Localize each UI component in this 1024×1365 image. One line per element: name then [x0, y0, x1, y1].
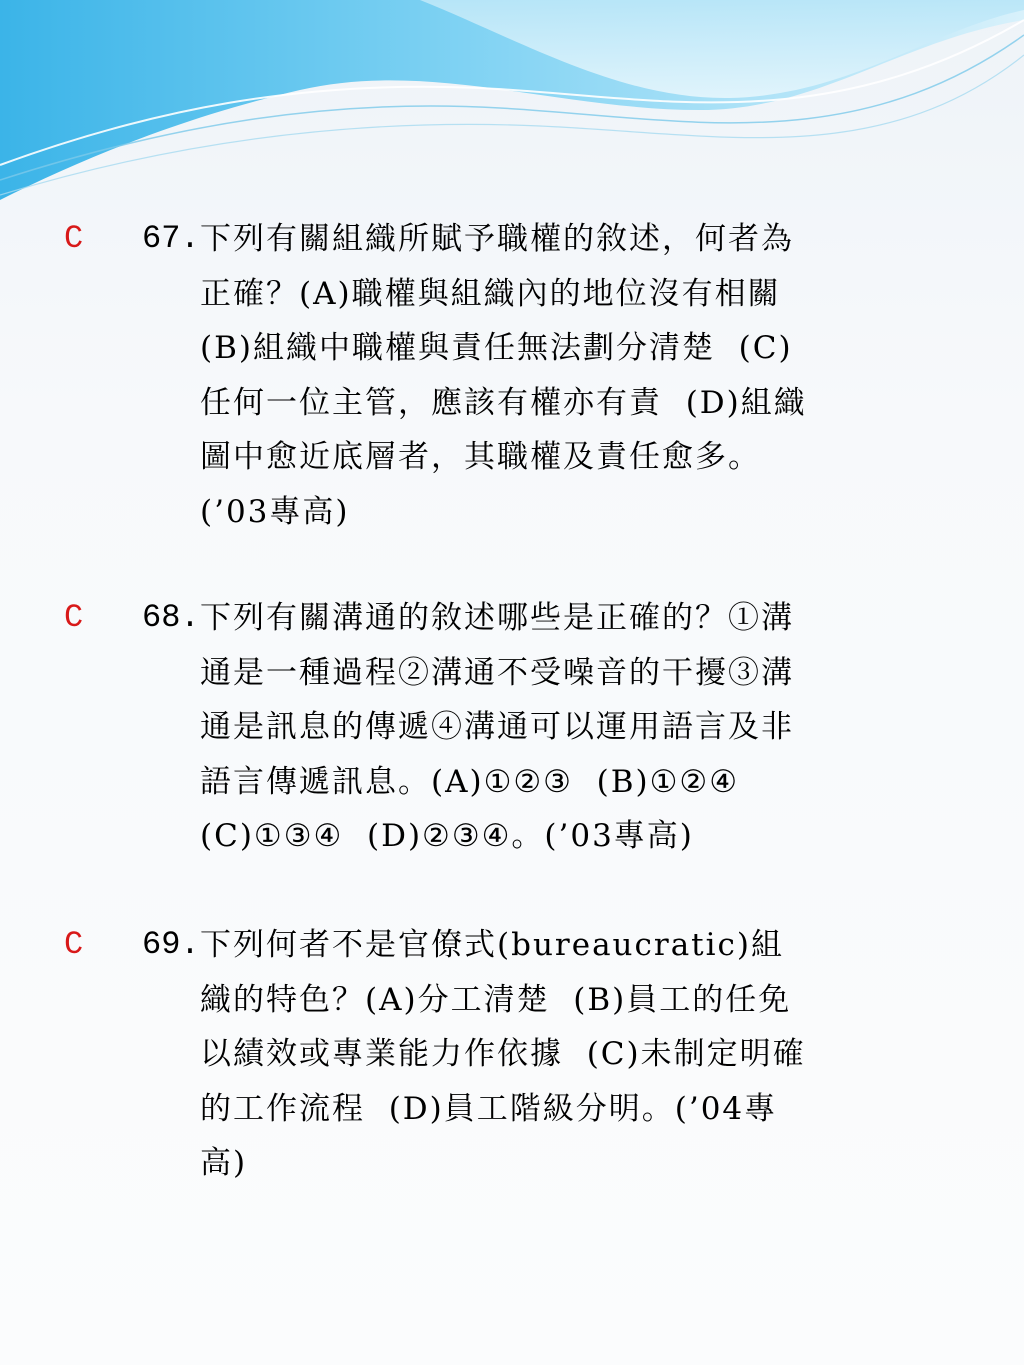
question-number: 69.	[142, 926, 200, 963]
answer-label: C	[64, 926, 84, 963]
question-line: 以績效或專業能力作依據 (C)未制定明確	[200, 1036, 806, 1072]
answer-label: C	[64, 599, 84, 636]
question-line: 通是訊息的傳遞④溝通可以運用語言及非	[200, 709, 794, 745]
question-line: (B)組織中職權與責任無法劃分清楚 (C)	[200, 330, 793, 366]
question-line: 正確？(A)職權與組織內的地位沒有相關	[200, 275, 781, 312]
question-text	[200, 212, 915, 539]
question-text	[200, 591, 915, 864]
question-line: (’03專高)	[200, 493, 350, 530]
question-line: 下列有關組織所賦予職權的敘述，何者為	[200, 221, 794, 257]
question-text	[200, 918, 915, 1191]
answer-label: C	[64, 220, 84, 257]
question-line: 的工作流程 (D)員工階級分明。(’04專	[200, 1090, 778, 1127]
question-line: 下列有關溝通的敘述哪些是正確的？①溝	[200, 600, 794, 636]
question-line: 織的特色？(A)分工清楚 (B)員工的任免	[200, 981, 792, 1018]
question-line: 任何一位主管，應該有權亦有責 (D)組織	[200, 384, 807, 421]
question-line: (C)①③④ (D)②③④。(’03專高)	[200, 818, 694, 854]
wave-banner	[0, 0, 1024, 220]
question-line: 高)	[200, 1145, 248, 1181]
question-line: 語言傳遞訊息。(A)①②③ (B)①②④	[200, 763, 739, 800]
question-number: 67.	[142, 220, 200, 257]
question-number: 68.	[142, 599, 200, 636]
question-line: 通是一種過程②溝通不受噪音的干擾③溝	[200, 654, 794, 691]
question-line: 下列何者不是官僚式(bureaucratic)組	[200, 927, 785, 963]
question-line: 圖中愈近底層者，其職權及責任愈多。	[200, 439, 761, 475]
